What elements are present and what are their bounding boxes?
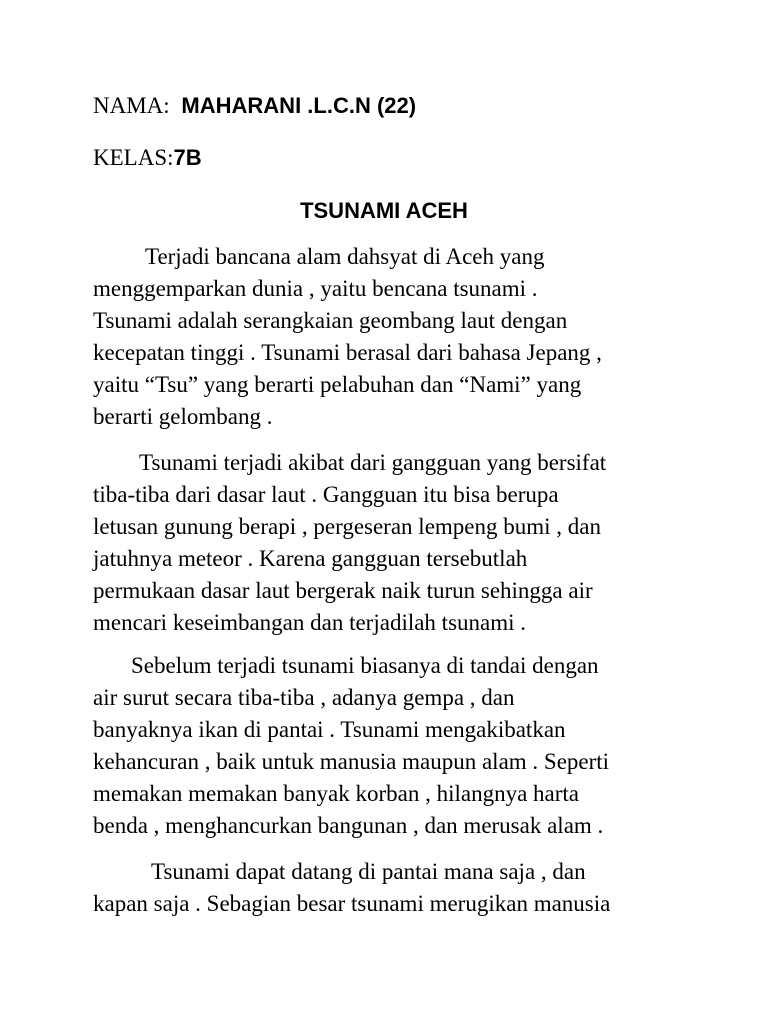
- paragraph-line: kapan saja . Sebagian besar tsunami merugikan manusia: [93, 891, 611, 916]
- paragraph-line: Tsunami terjadi akibat dari gangguan yang bersifat: [139, 450, 607, 475]
- paragraph-line: Tsunami adalah serangkaian geombang laut dengan: [93, 308, 568, 333]
- paragraph-line: tiba-tiba dari dasar laut . Gangguan itu bisa berupa: [93, 482, 559, 507]
- paragraph-line: Sebelum terjadi tsunami biasanya di tandai dengan: [131, 653, 599, 678]
- paragraph-line: memakan memakan banyak korban , hilangnya harta: [93, 781, 580, 806]
- paragraph-line: berarti gelombang .: [93, 404, 273, 429]
- name-label: NAMA:: [93, 93, 170, 118]
- paragraph-line: kecepatan tinggi . Tsunami berasal dari bahasa Jepang ,: [93, 340, 602, 365]
- paragraph-1: [93, 241, 683, 433]
- paragraph-line: jatuhnya meteor . Karena gangguan tersebutlah: [93, 546, 528, 571]
- paragraph-line: Terjadi bancana alam dahsyat di Aceh yang: [145, 244, 545, 269]
- paragraph-line: Tsunami dapat datang di pantai mana saja , dan: [151, 859, 586, 884]
- paragraph-line: letusan gunung berapi , pergeseran lempeng bumi , dan: [93, 514, 601, 539]
- class-label: KELAS:: [93, 145, 174, 170]
- paragraph-line: menggemparkan dunia , yaitu bencana tsunami .: [93, 276, 538, 301]
- class-line: [93, 142, 202, 174]
- paragraph-line: benda , menghancurkan bangunan , dan merusak alam .: [93, 813, 604, 838]
- document-title: TSUNAMI ACEH: [300, 198, 468, 223]
- paragraph-4: [93, 856, 683, 920]
- class-value: 7B: [173, 145, 202, 170]
- paragraph-3: [93, 650, 683, 842]
- paragraph-2: [93, 447, 683, 639]
- name-value: MAHARANI .L.C.N (22): [181, 93, 417, 118]
- paragraph-line: mencari keseimbangan dan terjadilah tsunami .: [93, 610, 527, 635]
- paragraph-line: yaitu “Tsu” yang berarti pelabuhan dan “Nami” yang: [93, 372, 582, 397]
- paragraph-line: air surut secara tiba-tiba , adanya gempa , dan: [93, 685, 515, 710]
- paragraph-line: kehancuran , baik untuk manusia maupun alam . Seperti: [93, 749, 610, 774]
- name-line: [93, 90, 416, 122]
- paragraph-line: permukaan dasar laut bergerak naik turun sehingga air: [93, 578, 593, 603]
- paragraph-line: banyaknya ikan di pantai . Tsunami mengakibatkan: [93, 717, 566, 742]
